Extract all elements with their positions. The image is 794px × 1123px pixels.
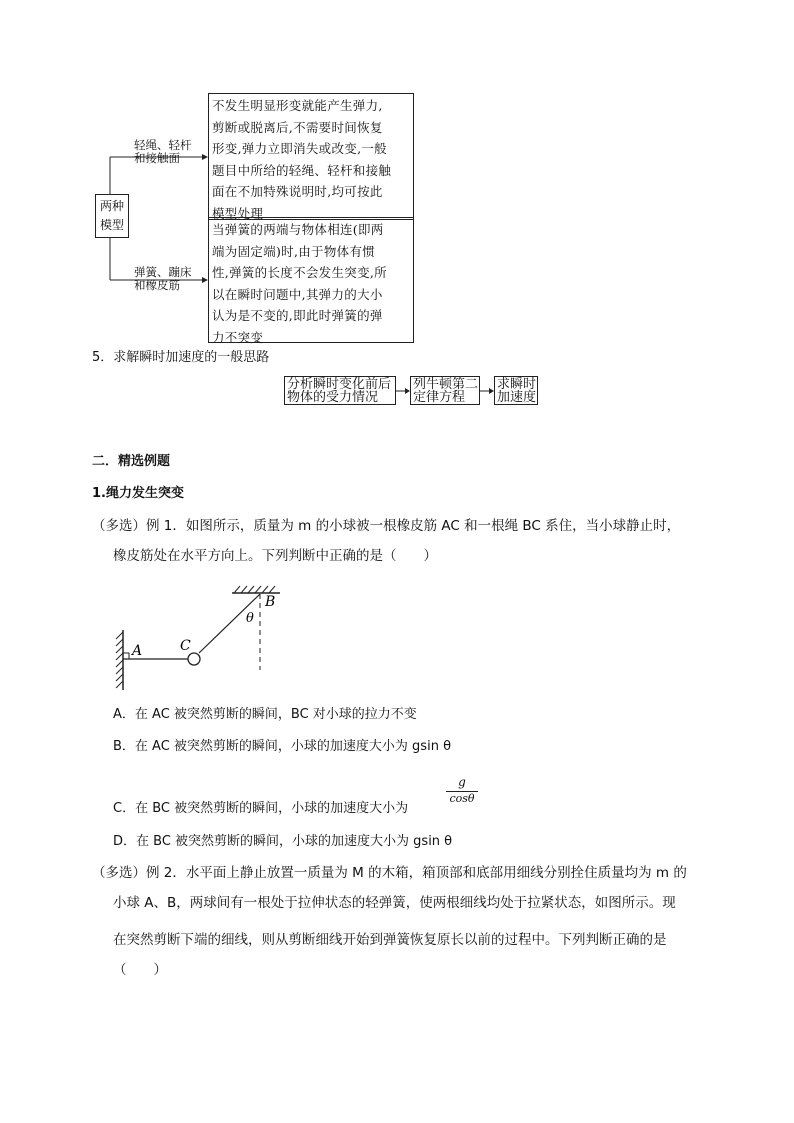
- box1-line: 题目中所给的轻绳、轻杆和接触: [212, 162, 392, 178]
- example1-option-d: D．在 BC 被突然剪断的瞬间，小球的加速度大小为 gsin θ: [113, 834, 453, 849]
- label-c: C: [180, 638, 191, 654]
- branch2-line1: 弹簧、蹦床: [134, 265, 192, 279]
- flow-step1-line2: 物体的受力情况: [287, 390, 379, 405]
- flow-step3: [494, 376, 538, 405]
- branch1-line1: 轻绳、轻杆: [134, 138, 192, 152]
- branch2-label: [134, 266, 192, 292]
- flow-step2-line2: 定律方程: [413, 390, 466, 405]
- example1-option-a: A．在 AC 被突然剪断的瞬间，BC 对小球的拉力不变: [113, 707, 417, 722]
- box2-line: 性,弹簧的长度不会发生突变,所: [212, 265, 387, 280]
- models-label-line1: 两种: [99, 199, 124, 213]
- ball: [188, 653, 200, 665]
- option-c-fraction: [444, 776, 480, 805]
- flow-step1-line1: 分析瞬时变化前后: [287, 377, 392, 392]
- flow-step1: [284, 376, 396, 405]
- models-label-box: [95, 194, 129, 238]
- fraction-denominator: cosθ: [449, 792, 475, 805]
- section2-title: 二．精选例题: [92, 454, 171, 469]
- box2-line: 端为固定端)时,由于物体有惯: [212, 243, 376, 259]
- box1-line: 面在不加特殊说明时,均可按此: [212, 184, 383, 199]
- models-label-line2: 模型: [99, 218, 124, 232]
- flow-step2-line1: 列牛顿第二: [413, 377, 479, 392]
- example2-line2: 小球 A、B，两球间有一根处于拉伸状态的轻弹簧，使两根细线均处于拉紧状态，如图所示。现: [113, 895, 676, 911]
- label-a: A: [132, 643, 143, 659]
- fraction-numerator: g: [458, 775, 466, 789]
- box1-line: 不发生明显形变就能产生弹力,: [212, 98, 383, 113]
- example1-option-b: B．在 AC 被突然剪断的瞬间，小球的加速度大小为 gsin θ: [113, 739, 452, 754]
- example1-option-c: C．在 BC 被突然剪断的瞬间，小球的加速度大小为: [113, 801, 409, 816]
- box2-line: 力不突变: [212, 329, 264, 345]
- example2-line1: （多选）例 2．水平面上静止放置一质量为 M 的木箱，箱顶部和底部用细线分别拴住质量均为 m 的: [92, 865, 687, 881]
- flow-arrow-1: [396, 386, 410, 396]
- label-theta: θ: [246, 611, 254, 626]
- flow-step2: [410, 376, 480, 405]
- flow-diagram: [284, 376, 544, 408]
- example1-line1: （多选）例 1．如图所示，质量为 m 的小球被一根橡皮筋 AC 和一根绳 BC 系住，当小球静止时，: [92, 518, 681, 534]
- box2-line: 以在瞬时问题中,其弹力的大小: [212, 286, 383, 302]
- flow-arrow-2: [480, 386, 494, 396]
- box2-line: 认为是不变的,即此时弹簧的弹: [212, 308, 383, 323]
- ceiling-hatch: [234, 586, 275, 593]
- example2-line3: 在突然剪断下端的细线，则从剪断细线开始到弹簧恢复原长以前的过程中。下列判断正确的是: [113, 932, 667, 948]
- section2-subtitle: 1.绳力发生突变: [92, 486, 184, 501]
- branch1-label: [134, 139, 192, 165]
- flow-step3-line1: 求瞬时: [497, 377, 537, 392]
- example1-figure: [110, 578, 280, 694]
- label-b: B: [265, 594, 276, 610]
- models-diagram: [90, 90, 420, 345]
- model-box-elastic: [208, 217, 414, 343]
- box1-line: 剪断或脱离后,不需要时间恢复: [212, 119, 383, 135]
- section5-title: 5．求解瞬时加速度的一般思路: [92, 350, 270, 365]
- branch1-line2: 和接触面: [134, 151, 180, 165]
- box1-line: 形变,弹力立即消失或改变,一般: [212, 141, 387, 156]
- model-box-rigid: [208, 93, 414, 220]
- left-wall-hatch: [116, 632, 123, 688]
- box1-line: 模型处理: [212, 205, 264, 221]
- box2-line: 当弹簧的两端与物体相连(即两: [212, 222, 384, 237]
- right-angle-mark: [123, 653, 129, 659]
- example1-line2: 橡皮筋处在水平方向上。下列判断中正确的是（ ）: [113, 548, 437, 564]
- example2-line4: （ ）: [113, 962, 167, 978]
- flow-step3-line2: 加速度: [497, 390, 537, 405]
- branch2-line2: 和橡皮筋: [134, 278, 180, 292]
